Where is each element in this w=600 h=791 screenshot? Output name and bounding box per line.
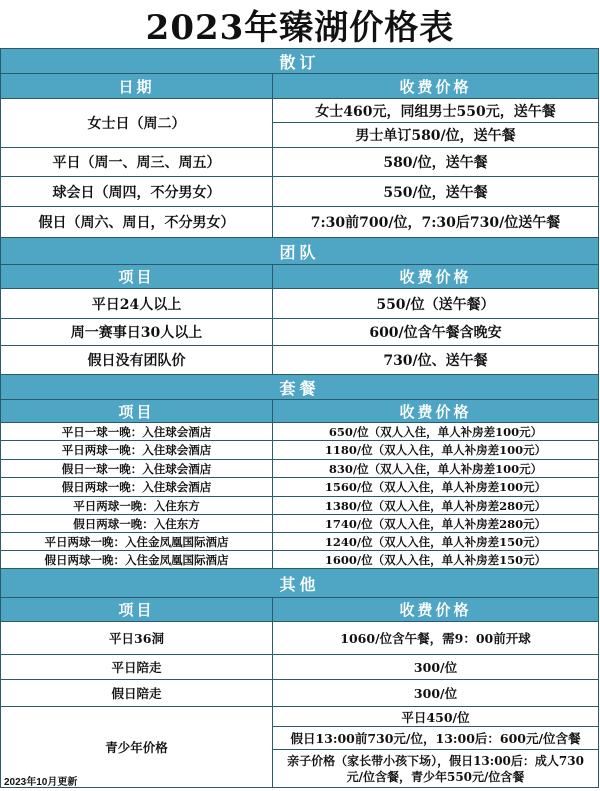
holiday-label: 假日（周六、周日，不分男女） — [1, 207, 273, 238]
men-single-price: 男士单订580/位，送午餐 — [273, 123, 599, 148]
family-price: 亲子价格（家长带小孩下场），假日13:00后：成人730元/位含餐，青少年550元/位含餐 — [273, 750, 599, 788]
table-row — [1, 177, 599, 207]
page-title: 2023年臻湖价格表 — [145, 7, 455, 48]
table-row — [1, 346, 599, 375]
ladies-day-price: 女士460元，同组男士550元，送午餐 — [273, 99, 599, 123]
table-row — [1, 622, 599, 655]
table-row — [1, 319, 599, 346]
youth-holiday-price: 假日13:00前730元/位，13:00后：600元/位含餐 — [273, 727, 599, 750]
table-row — [1, 707, 599, 727]
group-item: 周一赛事日30人以上 — [1, 319, 273, 346]
youth-weekday-price: 平日450/位 — [273, 707, 599, 727]
weekday-walk-price: 300/位 — [273, 655, 599, 680]
column-header-row — [1, 74, 599, 99]
section-title: 套餐 — [1, 375, 599, 400]
package-item: 平日一球一晚：入住球会酒店 — [1, 423, 273, 441]
youth-label: 青少年价格 — [1, 707, 273, 788]
weekday-label: 平日（周一、周三、周五） — [1, 148, 273, 177]
column-header-price: 收费价格 — [273, 400, 599, 423]
table-row — [1, 497, 599, 515]
package-price: 1740/位（双人入住，单人补房差280元） — [273, 515, 599, 533]
table-row — [1, 441, 599, 460]
section-header-group — [1, 238, 599, 265]
weekday-price: 580/位，送午餐 — [273, 148, 599, 177]
section-header-individual — [1, 49, 599, 74]
table-row — [1, 551, 599, 569]
column-header-row — [1, 400, 599, 423]
table-row — [1, 460, 599, 478]
group-item: 平日24人以上 — [1, 289, 273, 319]
holiday-walk-label: 假日陪走 — [1, 680, 273, 707]
ladies-day-label: 女士日（周二） — [1, 99, 273, 148]
holes36-price: 1060/位含午餐，需9：00前开球 — [273, 622, 599, 655]
column-header-row — [1, 598, 599, 622]
package-price: 1380/位（双人入住，单人补房差280元） — [273, 497, 599, 515]
section-title: 其他 — [1, 569, 599, 598]
package-price: 1180/位（双人入住，单人补房差100元） — [273, 441, 599, 460]
holiday-price: 7:30前700/位，7:30后730/位送午餐 — [273, 207, 599, 238]
group-price: 600/位含午餐含晚安 — [273, 319, 599, 346]
column-header-item: 项目 — [1, 598, 273, 622]
section-header-other — [1, 569, 599, 598]
table-row — [1, 207, 599, 238]
section-header-package — [1, 375, 599, 400]
price-table — [0, 48, 599, 788]
group-item: 假日没有团队价 — [1, 346, 273, 375]
section-title: 散订 — [1, 49, 599, 74]
holiday-walk-price: 300/位 — [273, 680, 599, 707]
column-header-item: 项目 — [1, 400, 273, 423]
package-item: 平日两球一晚：入住东方 — [1, 497, 273, 515]
group-price: 550/位（送午餐） — [273, 289, 599, 319]
holes36-label: 平日36洞 — [1, 622, 273, 655]
package-price: 1240/位（双人入住，单人补房差150元） — [273, 533, 599, 551]
table-row — [1, 515, 599, 533]
package-item: 假日一球一晚：入住球会酒店 — [1, 460, 273, 478]
column-header-price: 收费价格 — [273, 598, 599, 622]
update-note: 2023年10月更新 — [4, 777, 78, 788]
table-row — [1, 680, 599, 707]
group-price: 730/位、送午餐 — [273, 346, 599, 375]
table-row — [1, 99, 599, 123]
package-price: 650/位（双人入住，单人补房差100元） — [273, 423, 599, 441]
column-header-price: 收费价格 — [273, 74, 599, 99]
package-item: 平日两球一晚：入住球会酒店 — [1, 441, 273, 460]
column-header-date: 日期 — [1, 74, 273, 99]
table-row — [1, 478, 599, 497]
table-row — [1, 655, 599, 680]
table-row — [1, 533, 599, 551]
section-title: 团队 — [1, 238, 599, 265]
package-item: 假日两球一晚：入住金凤凰国际酒店 — [1, 551, 273, 569]
club-day-price: 550/位，送午餐 — [273, 177, 599, 207]
column-header-row — [1, 265, 599, 289]
weekday-walk-label: 平日陪走 — [1, 655, 273, 680]
table-row — [1, 423, 599, 441]
package-price: 1560/位（双人入住，单人补房差100元） — [273, 478, 599, 497]
package-item: 假日两球一晚：入住球会酒店 — [1, 478, 273, 497]
package-price: 1600/位（双人入住，单人补房差150元） — [273, 551, 599, 569]
package-price: 830/位（双人入住，单人补房差100元） — [273, 460, 599, 478]
table-row — [1, 289, 599, 319]
package-item: 平日两球一晚：入住金凤凰国际酒店 — [1, 533, 273, 551]
column-header-item: 项目 — [1, 265, 273, 289]
package-item: 假日两球一晚：入住东方 — [1, 515, 273, 533]
club-day-label: 球会日（周四，不分男女） — [1, 177, 273, 207]
table-row — [1, 148, 599, 177]
column-header-price: 收费价格 — [273, 265, 599, 289]
